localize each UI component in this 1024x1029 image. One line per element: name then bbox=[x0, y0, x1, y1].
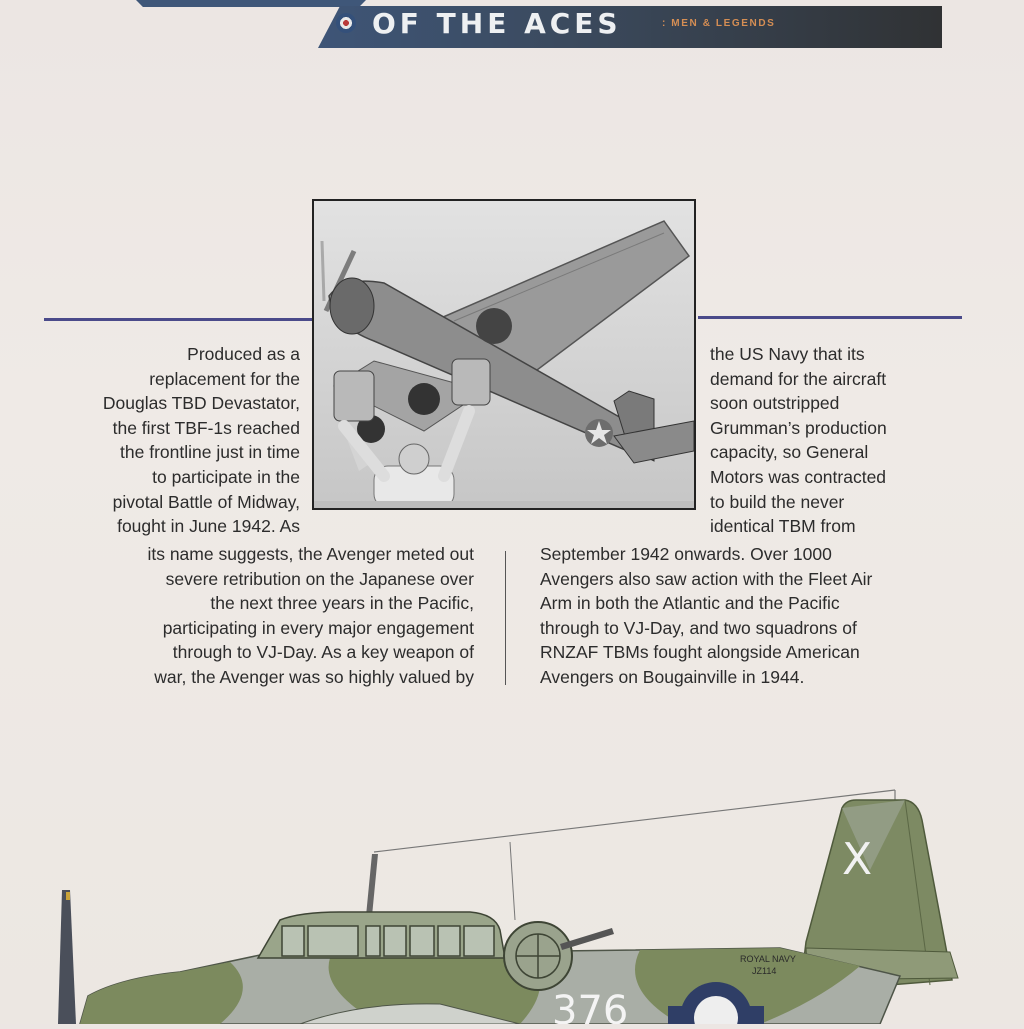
divider-rule-right bbox=[698, 316, 962, 319]
paragraph-left-top bbox=[103, 342, 300, 539]
roundel-icon bbox=[336, 13, 356, 33]
text-line: the next three years in the Pacific, bbox=[210, 593, 474, 614]
text-line: Arm in both the Atlantic and the Pacific bbox=[540, 593, 840, 614]
text-line: to participate in the bbox=[152, 466, 300, 487]
text-line: severe retribution on the Japanese over bbox=[165, 568, 474, 589]
text-line: capacity, so General bbox=[710, 442, 869, 463]
text-line: war, the Avenger was so highly valued by bbox=[154, 666, 474, 687]
text-line: RNZAF TBMs fought alongside American bbox=[540, 642, 860, 663]
tail-marking-line1: ROYAL NAVY bbox=[740, 954, 796, 964]
column-divider bbox=[505, 551, 506, 685]
text-line: Avengers on Bougainville in 1944. bbox=[540, 666, 805, 687]
text-line: Motors was contracted bbox=[710, 466, 887, 487]
text-line: replacement for the bbox=[149, 368, 300, 389]
text-line: identical TBM from bbox=[710, 516, 856, 537]
book-header-banner bbox=[0, 0, 1024, 50]
paragraph-left-bottom bbox=[147, 542, 474, 690]
paragraph-right-bottom bbox=[540, 542, 872, 690]
text-line: Douglas TBD Devastator, bbox=[102, 393, 300, 414]
text-line: participating in every major engagement bbox=[162, 617, 474, 638]
text-line: the frontline just in time bbox=[120, 442, 300, 463]
avenger-photo bbox=[312, 199, 696, 510]
text-line: demand for the aircraft bbox=[710, 368, 887, 389]
text-line: its name suggests, the Avenger meted out bbox=[147, 544, 474, 564]
banner-title-strip bbox=[136, 0, 366, 7]
text-line: fought in June 1942. As bbox=[117, 516, 300, 537]
avenger-profile-illustration bbox=[0, 780, 1024, 1024]
text-line: through to VJ-Day, and two squadrons of bbox=[540, 617, 857, 638]
text-line: soon outstripped bbox=[710, 393, 840, 414]
text-line: pivotal Battle of Midway, bbox=[112, 491, 300, 512]
banner-subtitle: OF THE ACES bbox=[372, 7, 622, 40]
text-line: the US Navy that its bbox=[710, 344, 865, 364]
side-number: 376 bbox=[552, 988, 629, 1024]
text-line: through to VJ-Day. As a key weapon of bbox=[172, 642, 474, 663]
text-line: to build the never bbox=[710, 491, 845, 512]
paragraph-right-top bbox=[710, 342, 887, 539]
tail-letter: X bbox=[842, 834, 873, 885]
text-line: September 1942 onwards. Over 1000 bbox=[540, 544, 832, 564]
divider-rule-left bbox=[44, 318, 314, 321]
text-line: Grumman’s production bbox=[710, 417, 887, 438]
tail-marking-line2: JZ114 bbox=[752, 966, 777, 976]
banner-tagline: : MEN & LEGENDS bbox=[662, 18, 776, 29]
text-line: Produced as a bbox=[187, 344, 300, 364]
text-line: Avengers also saw action with the Fleet Air bbox=[540, 568, 873, 589]
text-line: the first TBF-1s reached bbox=[112, 417, 300, 438]
